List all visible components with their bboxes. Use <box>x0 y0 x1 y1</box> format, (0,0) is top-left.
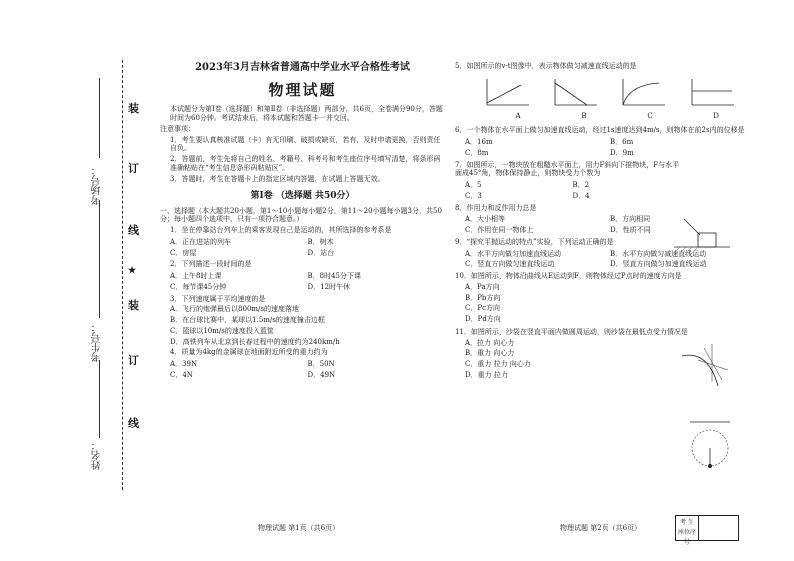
binding-char: 线 <box>128 224 139 237</box>
seat-number-box <box>675 515 739 546</box>
option: D．49N <box>307 370 336 379</box>
option: C．4N <box>170 370 193 379</box>
option: D．站台 <box>307 248 335 257</box>
option: B．Pb方向 <box>465 293 501 302</box>
option: D．高铁列车从北京到长春过程中的速度约为240km/h <box>170 337 340 346</box>
vt-graph-a <box>483 77 531 107</box>
option: A．拉力 向心力 <box>465 338 515 347</box>
option: A．16m <box>465 138 493 146</box>
vt-graph-d <box>688 77 736 107</box>
option: D．重力 拉力 <box>465 370 508 379</box>
option: B．树木 <box>307 237 334 246</box>
binding-margin <box>0 0 150 561</box>
graph-label: A <box>515 111 521 120</box>
option: B．重力 向心力 <box>465 349 515 358</box>
question-1-stem: 1．坐在停靠站台列车上的乘客发现自己是运动的，其所选择的参考系是 <box>170 226 392 234</box>
option: C．Pc方向 <box>465 304 500 313</box>
option: C．每节课45分钟 <box>170 282 227 291</box>
option: C．篮球以10m/s的速度投入篮筐 <box>170 326 274 335</box>
notice-heading: 注意事项： <box>160 124 195 133</box>
option: B．水平方向做匀减速直线运动 <box>610 249 707 258</box>
section-heading: 第Ⅰ卷 （选择题 共50分） <box>250 191 355 202</box>
subject-title: 物理试题 <box>268 80 337 99</box>
binding-char: 装 <box>128 299 139 312</box>
binding-star: ★ <box>128 266 137 276</box>
binding-char: 订 <box>128 354 139 367</box>
question-8-stem: 8．作用力和反作用力总是 <box>455 203 537 212</box>
option: A．飞行的炮弹最后以800m/s的速度落地 <box>170 305 300 314</box>
curve-path-figure <box>678 340 738 390</box>
question-6-options <box>465 137 755 159</box>
graph-label: C <box>647 111 653 120</box>
option: A．39N <box>170 360 198 368</box>
option: D．12时午休 <box>307 282 351 291</box>
question-7-options <box>465 180 680 202</box>
vertical-circle-figure <box>688 418 732 478</box>
question-1-options <box>170 237 445 259</box>
option: C．重力 拉力 向心力 <box>465 360 531 368</box>
vt-graph-labels <box>485 112 755 121</box>
binding-char: 订 <box>128 162 139 175</box>
force-block-figure <box>672 215 732 253</box>
binding-char: 线 <box>128 417 139 430</box>
candidate-number-label: 考生号： <box>92 322 103 362</box>
exam-room-line <box>99 78 100 158</box>
question-4-options <box>170 359 445 381</box>
option: A．大小相等 <box>465 215 506 224</box>
seat-number-label: 考 生 座位序号 <box>676 516 699 540</box>
option: D．9m <box>610 148 634 157</box>
name-label: 姓名： <box>92 440 103 470</box>
question-4-stem: 4．质量为4kg的金属球在地面附近所受的重力约为 <box>170 348 328 357</box>
name-line <box>99 360 100 438</box>
question-10-stem: 10．如图所示，物体沿曲线从E运动到F，则物体经过P点时的速度方向是 <box>455 272 682 280</box>
option: D．4 <box>572 191 590 200</box>
exam-title: 2023年3月吉林省普通高中学业水平合格性考试 <box>195 62 410 73</box>
option: B．2 <box>572 181 590 189</box>
binding-dashed-line <box>122 60 123 490</box>
question-7-stem: 7．如图所示，一物块放在粗糙水平面上，用力F斜向下推物块，F与水平面成45°角，物体保持静止，则物块受力个数为 <box>455 160 680 178</box>
option: A．水平方向做匀加速直线运动 <box>465 249 562 258</box>
option: B．方向相同 <box>610 215 651 224</box>
option: D．竖直方向做匀加速直线运动 <box>610 260 707 269</box>
option: B．8时45分下课 <box>307 272 362 280</box>
notice-item: 3．答题时，考生在答题卡上的指定区域内答题，在试题上答题无效。 <box>170 174 385 183</box>
option: B．在台球比赛中，某球以1.5m/s的速度撞击边框 <box>170 316 325 324</box>
question-3-stem: 3．下列速度属于平均速度的是 <box>170 294 266 303</box>
page-1 <box>160 60 445 383</box>
page-2-footer: 物理试题 第2页（共6页） <box>560 524 642 532</box>
notice-item: 2．答题前，考生先将自己的姓名、考籍号、科考号和考生座位序号填写清楚，将条形码准确粘贴在“考生信息条形码粘贴区”。 <box>170 155 441 172</box>
option: D．Pd方向 <box>465 315 501 323</box>
question-11-stem: 11．如图所示，沙袋在竖直平面内做圆周运动，则沙袋在最低点受力情况是 <box>455 327 688 336</box>
vt-graph-b <box>551 77 599 107</box>
exam-room-label: 考场号： <box>92 165 103 205</box>
option: D．性质不同 <box>610 226 651 234</box>
question-9-stem: 9．“探究平抛运动的特点”实验，下列运动正确的是 <box>455 237 614 246</box>
question-6-stem: 6．一个物体在水平面上做匀加速直线运动，经过1s速度达到4m/s，则物体在前2s内的位移是 <box>455 126 745 135</box>
option: B．6m <box>610 138 634 146</box>
option: C．房屋 <box>170 248 197 257</box>
page-1-footer: 物理试题 第1页（共6页） <box>258 524 340 532</box>
option: B．50N <box>307 360 335 368</box>
vt-graph-c <box>619 77 667 107</box>
option: A．Pa方向 <box>465 282 500 291</box>
mc-instructions: 一、选择题（本大题共20小题，第1～10小题每小题2分，第11～20小题每小题3分，共50分；每小题四个选项中，只有一项符合题意。） <box>160 206 442 224</box>
candidate-number-line <box>99 200 100 318</box>
graph-label: D <box>713 111 719 120</box>
option: A．5 <box>465 181 482 189</box>
vt-graphs <box>483 77 755 110</box>
notice-item: 1．考生要认真核准试题（卡）有无印刷、破损或缺页，若有，及时申请更换，否则责任自负。 <box>170 135 441 153</box>
graph-label: B <box>581 111 587 120</box>
option: C．8m <box>465 148 489 157</box>
question-2-stem: 2．下列描述一段时间的是 <box>170 260 252 269</box>
option: C．3 <box>465 191 482 200</box>
option: A．上午8时上课 <box>170 272 222 280</box>
question-5-stem: 5．如图所示的v-t图像中，表示物体做匀减速直线运动的是 <box>455 62 637 70</box>
question-2-options <box>170 271 445 293</box>
intro-text: 本试题分为第Ⅰ卷（选择题）和第Ⅱ卷（非选择题）两部分，共6页，全卷满分90分，答题时间为60分钟。考试结束后，将本试题和答题卡一并交回。 <box>170 105 443 122</box>
option: A．正在进站的列车 <box>170 237 232 246</box>
option: C．竖直方向做匀速直线运动 <box>465 260 555 269</box>
option: C．作用在同一物体上 <box>465 226 534 234</box>
binding-char: 装 <box>128 102 139 115</box>
